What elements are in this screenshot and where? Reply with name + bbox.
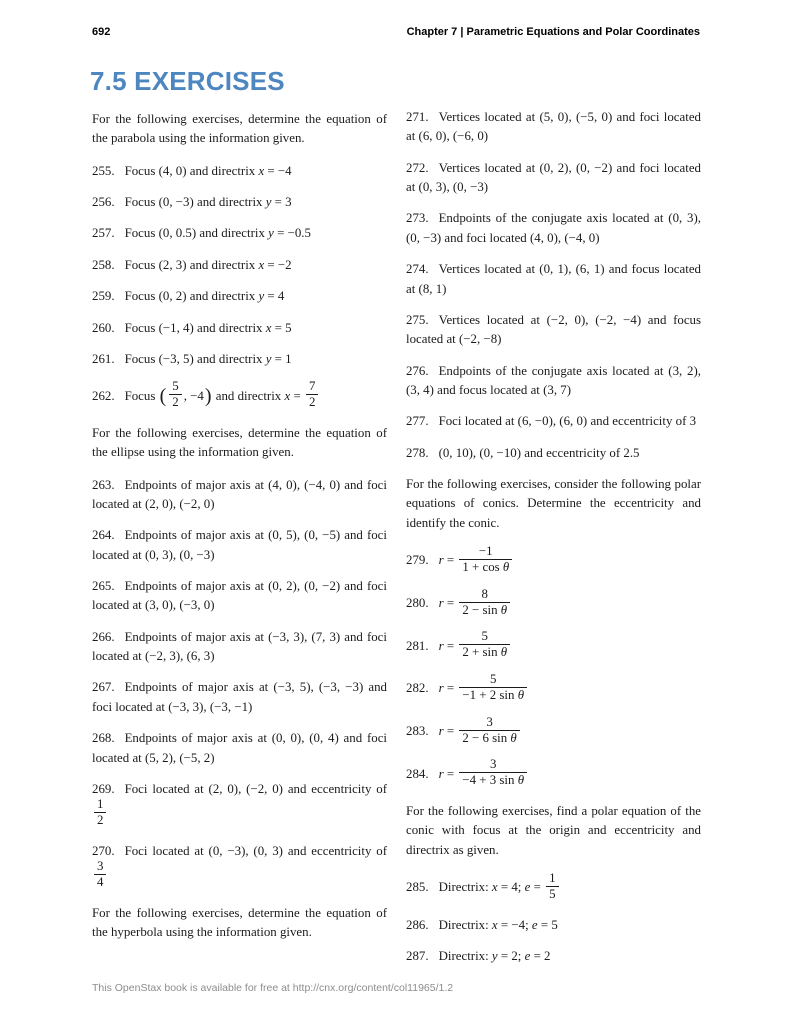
exercise-number: 277. xyxy=(406,414,429,429)
fraction-numerator: 5 xyxy=(459,672,527,688)
exercise-277 xyxy=(406,412,701,431)
exercise-number: 259. xyxy=(92,289,115,304)
exercise-268 xyxy=(92,729,387,768)
exercise-272 xyxy=(406,159,701,198)
exercise-text: Directrix: x = −4; e = 5 xyxy=(438,917,558,932)
math-variable: x xyxy=(491,880,498,895)
math-variable: θ xyxy=(502,559,510,574)
page-footer xyxy=(92,982,453,994)
fraction xyxy=(459,544,512,575)
exercise-number: 261. xyxy=(92,351,115,366)
exercise-text: Endpoints of major axis at (−3, 3), (7, 3) and foci located at (−2, 3), (6, 3) xyxy=(92,629,387,664)
math-variable: r xyxy=(438,553,444,568)
exercise-number: 280. xyxy=(406,596,429,611)
math-variable: e xyxy=(531,917,538,932)
exercise-text: Focus (0, −3) and directrix y = 3 xyxy=(124,195,292,210)
fraction-numerator: 1 xyxy=(94,797,106,813)
exercise-267 xyxy=(92,678,387,717)
exercise-271 xyxy=(406,108,701,147)
exercise-number: 266. xyxy=(92,629,115,644)
exercise-text: Foci located at (2, 0), (−2, 0) and eccentricity of $\frac{1}{2}$ xyxy=(92,782,387,821)
math-variable: θ xyxy=(517,687,525,702)
exercise-282 xyxy=(406,674,701,705)
exercise-284 xyxy=(406,759,701,790)
exercise-273 xyxy=(406,209,701,248)
exercise-text: Endpoints of the conjugate axis located at (3, 2), (3, 4) and focus located at (3, 7) xyxy=(406,363,701,397)
fraction-numerator: 3 xyxy=(94,859,106,875)
math-variable: θ xyxy=(510,730,517,745)
exercise-number: 262. xyxy=(92,388,115,403)
exercise-number: 265. xyxy=(92,579,115,594)
fraction xyxy=(459,715,519,746)
math-variable: x xyxy=(265,320,272,335)
math-variable: y xyxy=(268,226,274,241)
math-variable: x xyxy=(284,388,291,403)
exercise-number: 284. xyxy=(406,766,429,781)
exercise-text: Vertices located at (−2, 0), (−2, −4) and focus located at (−2, −8) xyxy=(406,312,701,347)
exercise-266 xyxy=(92,628,387,667)
exercise-286 xyxy=(406,916,701,935)
fraction-denominator: 2 xyxy=(172,395,179,410)
fraction-numerator: 3 xyxy=(459,757,527,773)
fraction-denominator: 4 xyxy=(97,875,104,890)
fraction xyxy=(546,871,558,902)
exercise-text: r = $\frac{-1}{\text{1 + cos θ}}$ xyxy=(439,553,515,567)
exercise-number: 278. xyxy=(406,445,429,460)
exercise-274 xyxy=(406,260,701,299)
math-variable: r xyxy=(438,681,444,696)
exercise-text: r = $\frac{8}{\text{2 − sin θ}}$ xyxy=(439,596,513,610)
exercise-text: r = $\frac{5}{\text{2 + sin θ}}$ xyxy=(439,639,513,653)
section-intro: For the following exercises, determine the equation of the ellipse using the information given. xyxy=(92,425,387,460)
exercise-text: Vertices located at (5, 0), (−5, 0) and foci located at (6, 0), (−6, 0) xyxy=(406,110,701,144)
exercise-text: Endpoints of major axis at (0, 2), (0, −2) and foci located at (3, 0), (−3, 0) xyxy=(92,579,387,613)
exercise-257 xyxy=(92,224,387,243)
exercise-279 xyxy=(406,546,701,577)
exercise-275 xyxy=(406,311,701,350)
fraction xyxy=(459,587,510,618)
exercise-263 xyxy=(92,476,387,515)
exercise-number: 258. xyxy=(92,257,115,272)
exercise-258 xyxy=(92,256,387,275)
exercise-text: Vertices located at (0, 1), (6, 1) and focus located at (8, 1) xyxy=(406,262,701,296)
running-header xyxy=(92,26,700,38)
fraction xyxy=(169,379,181,410)
math-variable: x xyxy=(258,257,265,272)
exercise-262 xyxy=(92,381,387,412)
exercise-265 xyxy=(92,577,387,616)
exercise-number: 276. xyxy=(406,363,429,378)
math-variable: x xyxy=(491,917,498,932)
exercise-number: 255. xyxy=(92,163,115,178)
exercise-text: Focus (−3, 5) and directrix y = 1 xyxy=(124,351,292,366)
exercise-255 xyxy=(92,162,387,181)
exercise-number: 260. xyxy=(92,320,115,335)
fraction-denominator: 2 + sin θ xyxy=(462,645,508,660)
exercise-number: 269. xyxy=(92,781,115,796)
exercise-text: r = $\frac{3}{\text{2 − 6 sin θ}}$ xyxy=(439,724,522,738)
math-variable: x xyxy=(258,163,265,178)
math-variable: θ xyxy=(500,602,508,617)
exercise-number: 273. xyxy=(406,211,429,226)
math-variable: r xyxy=(438,638,444,653)
exercise-text: Focus (−1, 4) and directrix x = 5 xyxy=(124,320,292,335)
fraction-numerator: −1 xyxy=(459,544,512,560)
section-intro: For the following exercises, consider the following polar equations of conics. Determine the eccentricity and identify the conic. xyxy=(406,477,701,530)
exercise-text: Endpoints of major axis at (0, 0), (0, 4) and foci located at (5, 2), (−5, 2) xyxy=(92,731,387,765)
exercise-number: 286. xyxy=(406,917,429,932)
right-column xyxy=(406,108,701,979)
section-intro: For the following exercises, find a polar equation of the conic with focus at the origin and eccentricity and directrix as given. xyxy=(406,804,701,857)
exercise-269 xyxy=(92,780,387,830)
exercise-number: 274. xyxy=(406,262,429,277)
fraction-denominator: 2 − sin θ xyxy=(462,602,508,617)
exercise-number: 268. xyxy=(92,731,115,746)
fraction xyxy=(94,859,106,890)
exercise-text: Vertices located at (0, 2), (0, −2) and foci located at (0, 3), (0, −3) xyxy=(406,160,701,195)
exercise-text: r = $\frac{5}{\text{−1 + 2 sin θ}}$ xyxy=(439,681,529,695)
math-variable: r xyxy=(438,724,444,739)
fraction-numerator: 5 xyxy=(459,629,510,645)
exercise-text: Endpoints of major axis at (0, 5), (0, −5) and foci located at (0, 3), (0, −3) xyxy=(92,528,387,562)
math-variable: y xyxy=(491,949,498,964)
fraction-denominator: −4 + 3 sin θ xyxy=(462,773,525,788)
exercise-number: 267. xyxy=(92,680,115,695)
exercise-280 xyxy=(406,586,701,620)
exercise-number: 283. xyxy=(406,724,429,739)
math-variable: e xyxy=(524,949,531,964)
exercise-number: 281. xyxy=(406,638,429,653)
exercise-number: 257. xyxy=(92,226,115,241)
exercise-281 xyxy=(406,631,701,662)
fraction xyxy=(459,672,527,703)
exercise-256 xyxy=(92,193,387,212)
section-intro: For the following exercises, determine the equation of the parabola using the information given. xyxy=(92,112,387,146)
fraction-numerator: 5 xyxy=(169,379,181,395)
fraction-denominator: −1 + 2 sin θ xyxy=(462,687,525,702)
exercise-number: 285. xyxy=(406,880,429,895)
section-intro: For the following exercises, determine the equation of the hyperbola using the information given. xyxy=(92,905,387,940)
math-variable: θ xyxy=(500,645,508,660)
exercise-283 xyxy=(406,714,701,748)
fraction-numerator: 1 xyxy=(546,871,558,887)
math-variable: r xyxy=(438,596,444,611)
chapter-title: Chapter 7 | Parametric Equations and Polar Coordinates xyxy=(406,26,700,38)
exercise-number: 256. xyxy=(92,195,115,210)
exercise-text: Endpoints of major axis at (4, 0), (−4, 0) and foci located at (2, 0), (−2, 0) xyxy=(92,477,387,511)
exercise-276 xyxy=(406,362,701,401)
exercise-264 xyxy=(92,526,387,565)
section-title: 7.5 EXERCISES xyxy=(90,66,285,96)
fraction-numerator: 3 xyxy=(459,715,519,731)
fraction xyxy=(459,757,527,788)
exercise-number: 271. xyxy=(406,110,429,124)
left-column xyxy=(92,108,387,956)
exercise-number: 279. xyxy=(406,553,429,568)
exercise-text: Focus (0, 0.5) and directrix y = −0.5 xyxy=(124,226,311,241)
fraction xyxy=(459,629,510,660)
exercise-text: r = $\frac{3}{\text{−4 + 3 sin θ}}$ xyxy=(439,767,529,781)
exercise-278 xyxy=(406,444,701,463)
exercise-text: Directrix: y = 2; e = 2 xyxy=(438,949,551,964)
exercise-text: (0, 10), (0, −10) and eccentricity of 2.5 xyxy=(438,445,640,460)
math-variable: y xyxy=(265,351,272,366)
exercise-text: Focus ( $\frac{5}{2}$ , −4) and directrix x = $\frac{7}{2}$ xyxy=(125,389,321,403)
fraction-numerator: 7 xyxy=(306,379,318,395)
exercise-287 xyxy=(406,947,701,966)
exercise-text: Endpoints of the conjugate axis located at (0, 3), (0, −3) and foci located (4, 0), (−4, 0) xyxy=(406,211,701,245)
exercise-number: 264. xyxy=(92,528,115,543)
fraction-denominator: 5 xyxy=(549,886,556,901)
fraction-denominator: 2 xyxy=(308,395,316,410)
exercise-number: 270. xyxy=(92,843,115,858)
fraction-denominator: 2 xyxy=(97,813,104,828)
footer-text: This OpenStax book is available for free at http://cnx.org/content/col11965/1.2 xyxy=(92,982,454,994)
exercise-number: 263. xyxy=(92,477,115,492)
exercise-261 xyxy=(92,350,387,369)
exercise-number: 287. xyxy=(406,949,429,964)
exercise-text: Focus (0, 2) and directrix y = 4 xyxy=(124,289,285,304)
exercise-number: 272. xyxy=(406,160,429,175)
math-variable: r xyxy=(438,766,444,781)
exercise-number: 282. xyxy=(406,681,429,696)
exercise-text: Foci located at (0, −3), (0, 3) and eccentricity of $\frac{3}{4}$ xyxy=(92,844,387,883)
exercise-285 xyxy=(406,873,701,904)
exercise-259 xyxy=(92,287,387,306)
exercise-text: Focus (2, 3) and directrix x = −2 xyxy=(124,257,292,272)
fraction xyxy=(94,797,106,828)
fraction xyxy=(306,379,318,410)
exercise-270 xyxy=(92,842,387,892)
page-number: 692 xyxy=(92,26,111,38)
exercise-text: Focus (4, 0) and directrix x = −4 xyxy=(124,163,292,178)
exercise-text: Directrix: x = 4; e = $\frac{1}{5}$ xyxy=(439,880,561,894)
exercise-text: Endpoints of major axis at (−3, 5), (−3, −3) and foci located at (−3, 3), (−3, −1) xyxy=(92,680,387,714)
exercise-260 xyxy=(92,319,387,338)
math-variable: e xyxy=(524,880,531,895)
exercise-text: Foci located at (6, −0), (6, 0) and eccentricity of 3 xyxy=(438,414,697,429)
exercise-number: 275. xyxy=(406,312,429,327)
fraction-numerator: 8 xyxy=(459,587,510,603)
math-variable: y xyxy=(258,289,265,304)
fraction-denominator: 1 + cos θ xyxy=(462,559,510,574)
math-variable: y xyxy=(265,195,272,210)
math-variable: θ xyxy=(517,773,525,788)
fraction-denominator: 2 − 6 sin θ xyxy=(462,730,517,745)
